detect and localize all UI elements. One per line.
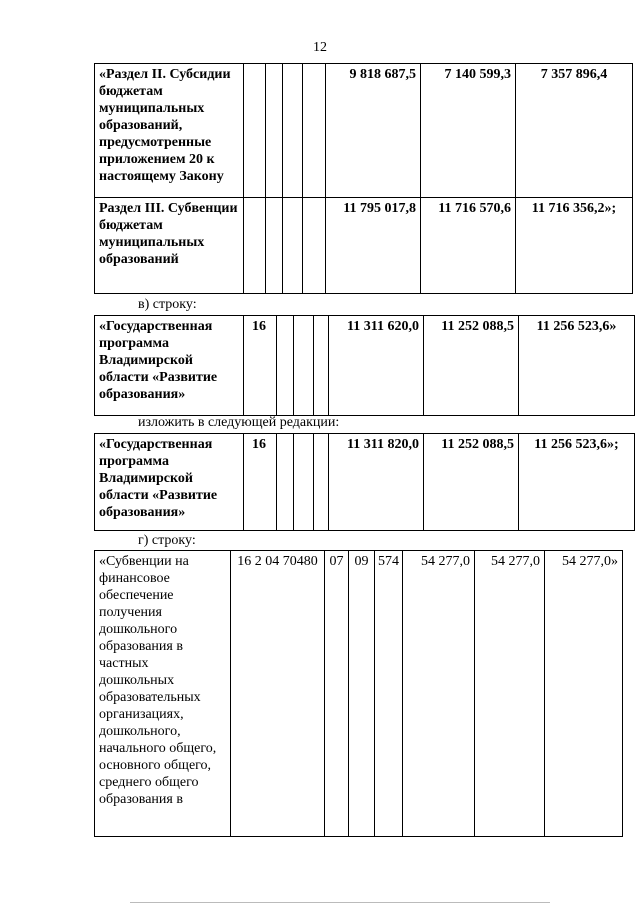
value-cell: 11 795 017,8 — [326, 198, 421, 294]
value-cell: 54 277,0» — [545, 551, 623, 837]
value-cell: 54 277,0 — [475, 551, 545, 837]
value-cell: 11 256 523,6» — [519, 316, 635, 416]
program-row-table — [94, 315, 635, 416]
section-name: «Раздел II. Субсидии бюджетам муниципальных образований, предусмотренные приложением 20 к настоящему Закону — [95, 64, 244, 198]
instruction-label: изложить в следующей редакции: — [138, 415, 340, 430]
subvention-name: «Субвенции на финансовое обеспечение получения дошкольного образования в частных дошкольных образовательных организациях, дошкольного, начального общего, основного общего, среднего общего образования в — [95, 551, 231, 837]
value-cell: 11 252 088,5 — [424, 316, 519, 416]
program-name: «Государственная программа Владимирской области «Развитие образования» — [95, 316, 244, 416]
value-cell: 9 818 687,5 — [326, 64, 421, 198]
program-row-edited-table — [94, 433, 635, 531]
value-cell: 54 277,0 — [403, 551, 475, 837]
page-number: 12 — [313, 40, 327, 55]
table-row — [95, 64, 633, 198]
subsection-code: 09 — [349, 551, 375, 837]
instruction-label: в) строку: — [138, 297, 197, 312]
value-cell: 7 140 599,3 — [421, 64, 516, 198]
section-code: 07 — [325, 551, 349, 837]
subvention-row-table — [94, 550, 623, 837]
value-cell: 11 252 088,5 — [424, 434, 519, 531]
value-cell: 11 311 620,0 — [329, 316, 424, 416]
value-cell: 7 357 896,4 — [516, 64, 633, 198]
value-cell: 11 716 570,6 — [421, 198, 516, 294]
section-name: Раздел III. Субвенции бюджетам муниципальных образований — [95, 198, 244, 294]
value-cell: 11 256 523,6»; — [519, 434, 635, 531]
target-article-code: 16 2 04 70480 — [231, 551, 325, 837]
instruction-label: г) строку: — [138, 533, 196, 548]
footer-line — [130, 902, 550, 903]
expense-type-code: 574 — [375, 551, 403, 837]
program-code: 16 — [244, 316, 277, 416]
table-row — [95, 316, 635, 416]
value-cell: 11 716 356,2»; — [516, 198, 633, 294]
program-name: «Государственная программа Владимирской области «Развитие образования» — [95, 434, 244, 531]
budget-sections-table — [94, 63, 633, 294]
program-code: 16 — [244, 434, 277, 531]
table-row — [95, 551, 623, 837]
value-cell: 11 311 820,0 — [329, 434, 424, 531]
table-row — [95, 198, 633, 294]
table-row — [95, 434, 635, 531]
